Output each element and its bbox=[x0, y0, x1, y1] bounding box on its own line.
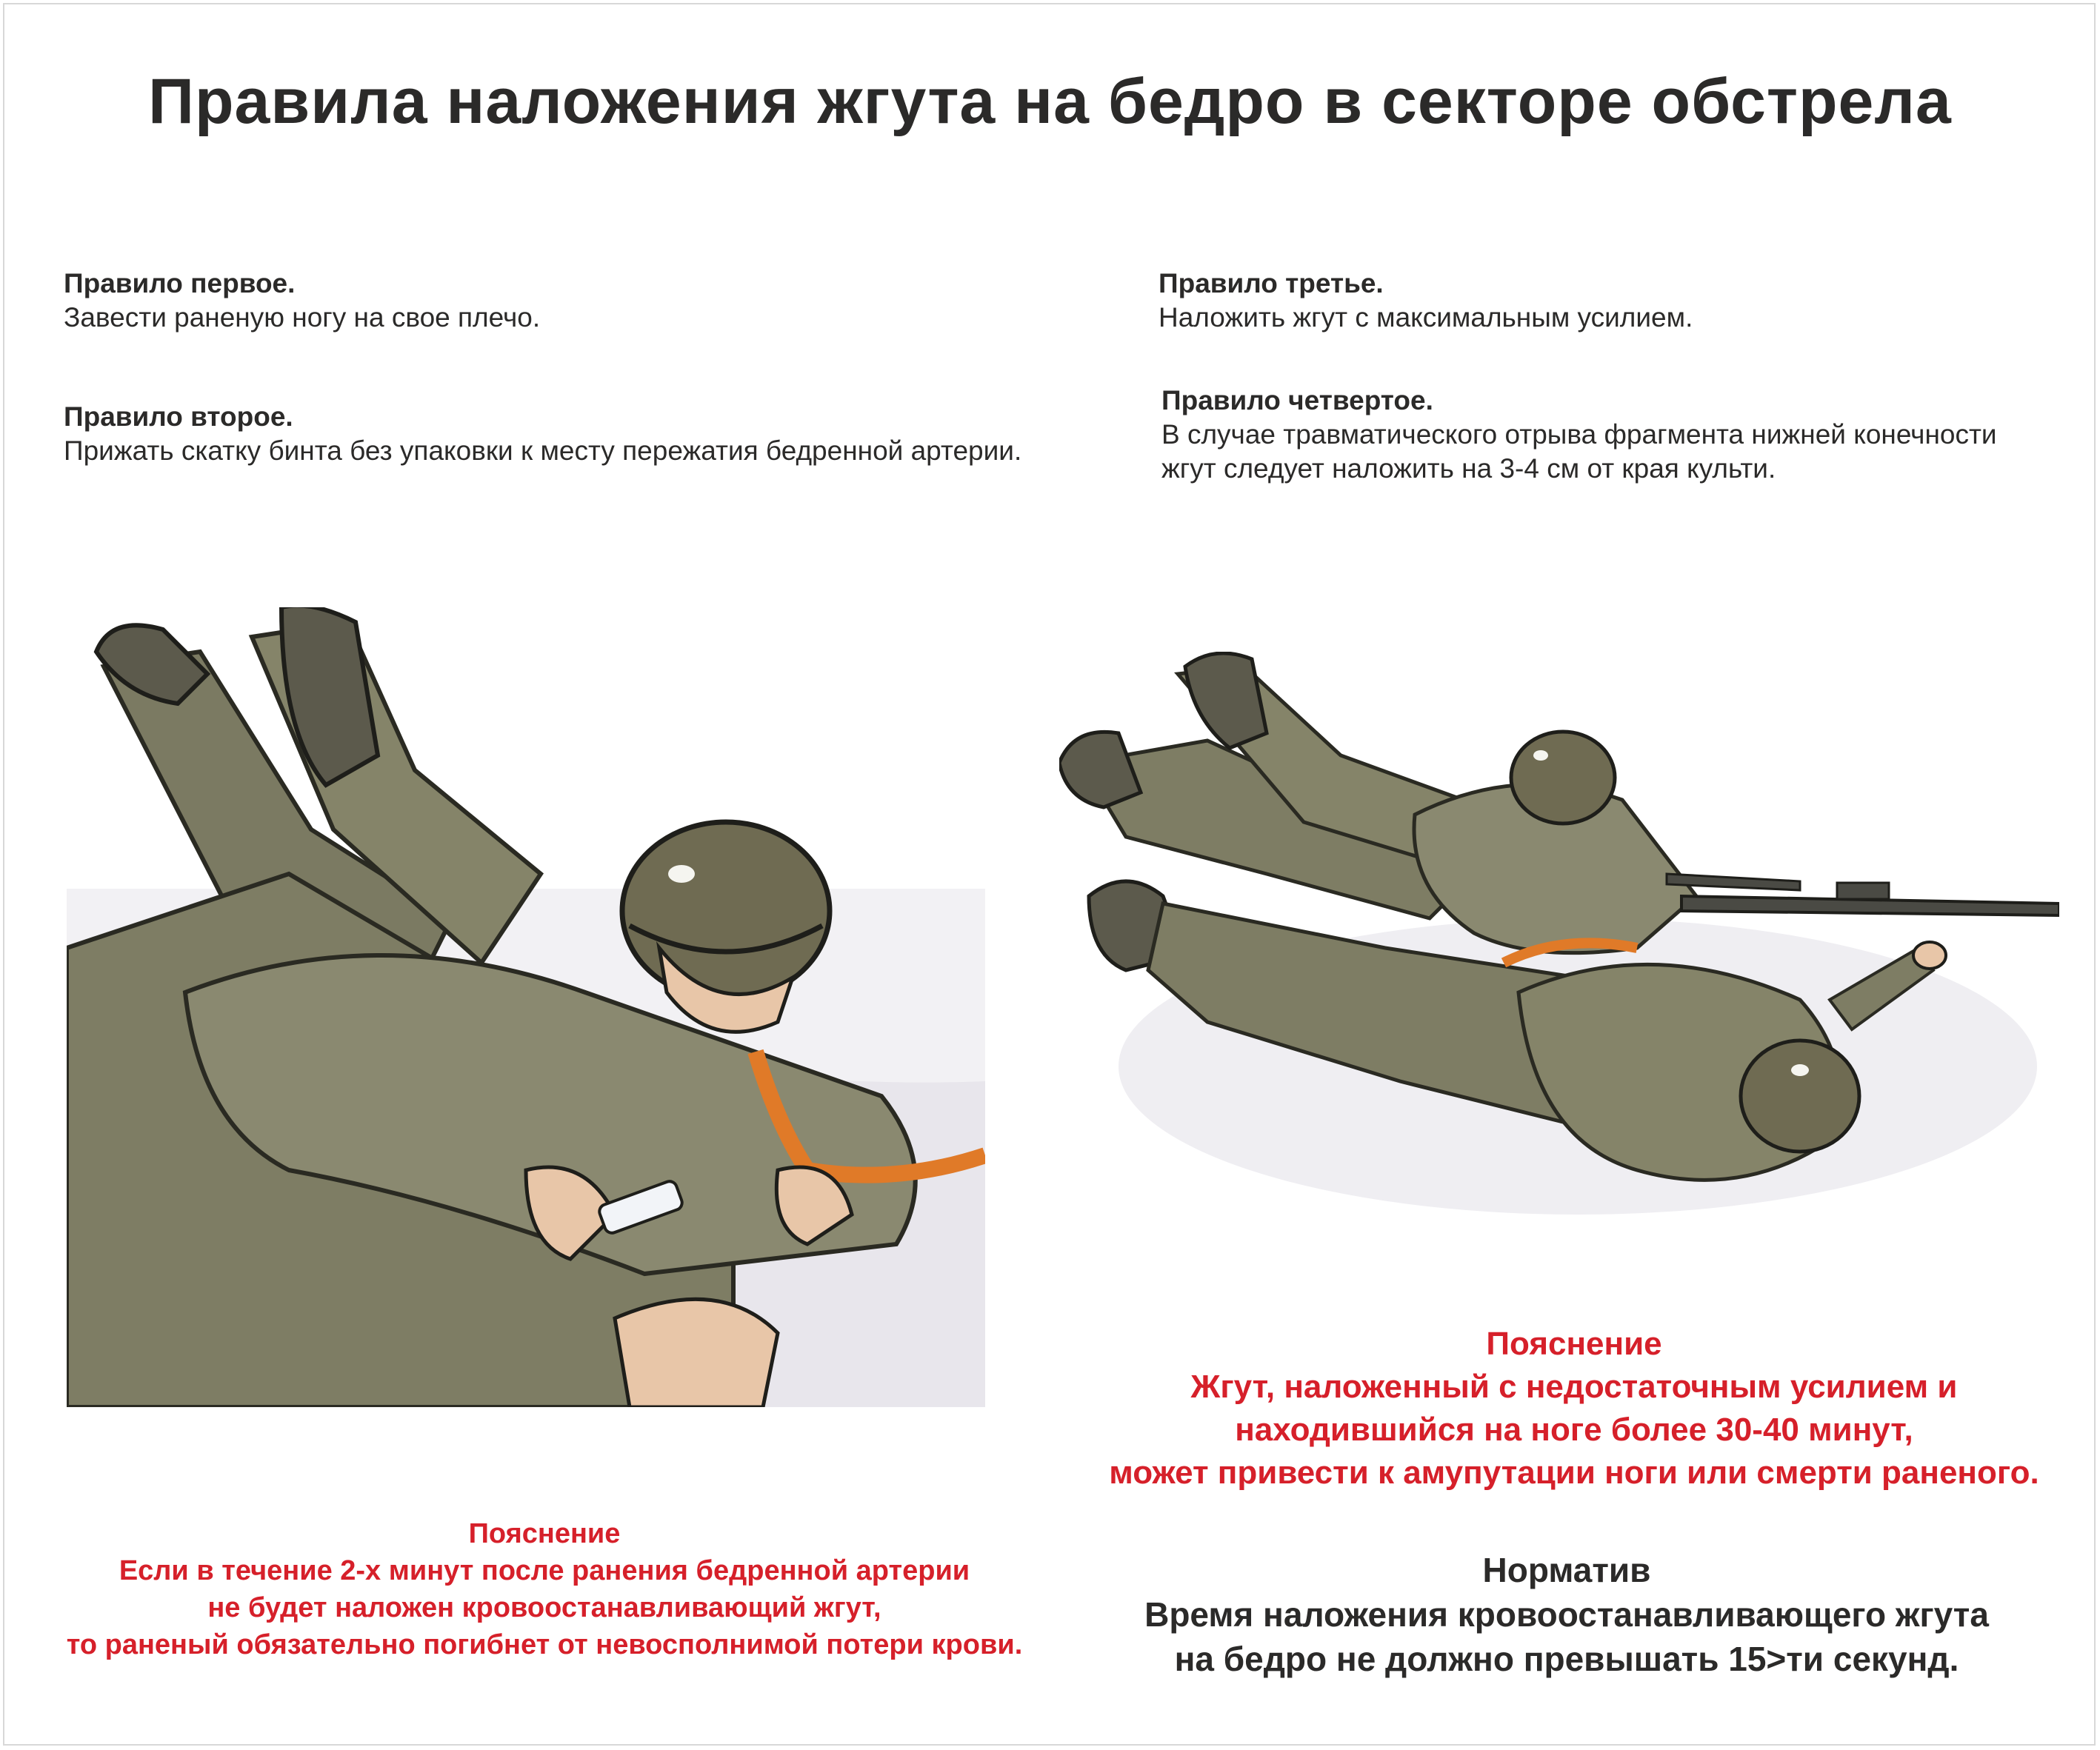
rule-first bbox=[64, 267, 540, 335]
note-left-line-2: не будет наложен кровоостанавливающий жгут, bbox=[207, 1592, 881, 1623]
note-right-line-3: может привести к амупутации ноги или смерти раненого. bbox=[1109, 1455, 2039, 1491]
illustration-tourniquet-applied bbox=[1059, 652, 2059, 1259]
rule-first-heading: Правило первое. bbox=[64, 268, 296, 298]
rule-second bbox=[64, 400, 1021, 468]
note-right-line-1: Жгут, наложенный с недостаточным усилием и bbox=[1190, 1369, 1958, 1405]
rule-fourth-heading: Правило четвертое. bbox=[1161, 385, 1433, 415]
illustration-leg-on-shoulder bbox=[67, 607, 985, 1407]
rule-third bbox=[1159, 267, 1693, 335]
rule-fourth-line-1: В случае травматического отрыва фрагмента нижней конечности bbox=[1161, 419, 1997, 450]
standard-heading: Норматив bbox=[1482, 1551, 1651, 1589]
rule-fourth-line-2: жгут следует наложить на 3-4 см от края культи. bbox=[1161, 453, 1776, 484]
rule-second-heading: Правило второе. bbox=[64, 401, 293, 432]
note-right-line-2: находившийся на ноге более 30-40 минут, bbox=[1235, 1412, 1913, 1448]
rule-second-text: Прижать скатку бинта без упаковки к месту пережатия бедренной артерии. bbox=[64, 435, 1022, 466]
rule-fourth bbox=[1161, 384, 1997, 486]
note-left-line-3: то раненый обязательно погибнет от невосполнимой потери крови. bbox=[66, 1629, 1023, 1660]
standard-line-2: на бедро не должно превышать 15>ти секунд. bbox=[1174, 1640, 1959, 1678]
page-title: Правила наложения жгута на бедро в секторе обстрела bbox=[148, 66, 1952, 137]
note-left bbox=[0, 1515, 1089, 1663]
note-right bbox=[1067, 1323, 2081, 1494]
standard-line-1: Время наложения кровоостанавливающего жгута bbox=[1144, 1595, 1989, 1634]
note-right-heading: Пояснение bbox=[1486, 1326, 1662, 1362]
rule-third-heading: Правило третье. bbox=[1159, 268, 1384, 298]
rule-third-text: Наложить жгут с максимальным усилием. bbox=[1159, 302, 1693, 333]
rule-first-text: Завести раненую ногу на свое плечо. bbox=[64, 302, 541, 333]
note-left-heading: Пояснение bbox=[468, 1518, 621, 1549]
standard bbox=[1081, 1548, 2052, 1681]
note-left-line-1: Если в течение 2-х минут после ранения бедренной артерии bbox=[119, 1555, 970, 1586]
